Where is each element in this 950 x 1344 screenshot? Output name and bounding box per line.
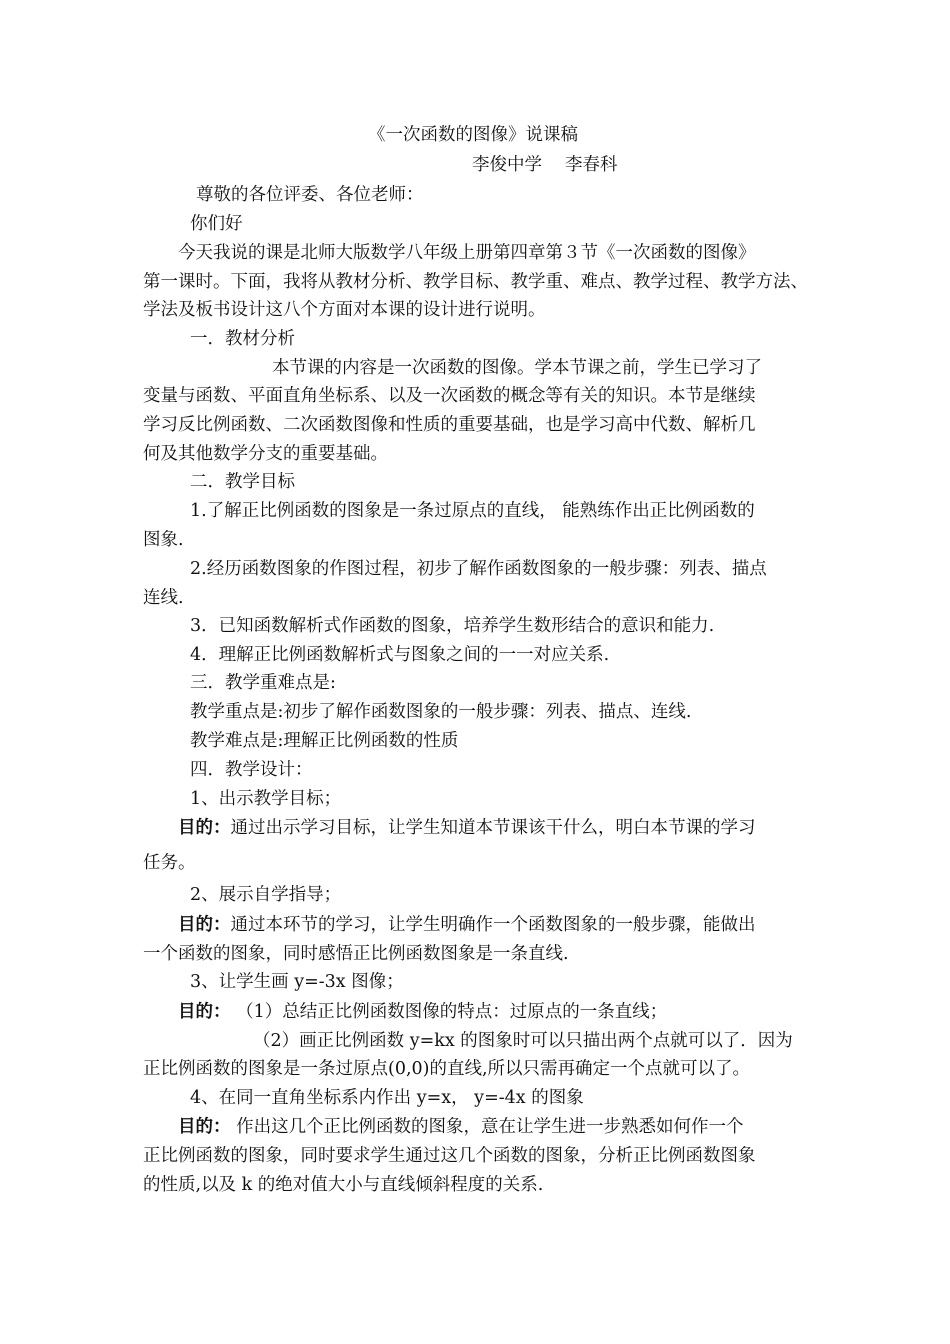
- step-3: 3、让学生画 y=-3x 图像；: [190, 972, 404, 992]
- step-4: 4、在同一直角坐标系内作出 y=x， y=-4x 的图象: [190, 1088, 584, 1108]
- objective-4: 4．理解正比例函数解析式与图象之间的一一对应关系.: [190, 645, 610, 665]
- section-1-line-2: 变量与函数、平面直角坐标系、以及一次函数的概念等有关的知识。本节是继续: [143, 386, 756, 406]
- section-1-line-4: 何及其他数学分支的重要基础。: [143, 444, 388, 464]
- intro-line-3: 学法及板书设计这八个方面对本课的设计进行说明。: [143, 300, 546, 320]
- purpose-label: 目的：: [178, 818, 231, 838]
- step-2: 2、展示自学指导；: [190, 885, 342, 905]
- purpose-label: 目的：: [178, 1117, 231, 1137]
- purpose-label: 目的：: [178, 915, 231, 935]
- section-4-heading: 四．教学设计：: [190, 760, 313, 780]
- doc-author: 李俊中学 李春科: [472, 155, 618, 175]
- purpose-text: 作出这几个正比例函数的图象，意在让学生进一步熟悉如何作一个: [230, 1117, 744, 1137]
- step-1-purpose: [178, 814, 843, 842]
- hello: 你们好: [190, 214, 243, 234]
- section-2-heading: 二．教学目标: [190, 472, 295, 492]
- objective-3: 3．已知函数解析式作函数的图象，培养学生数形结合的意识和能力.: [190, 616, 715, 636]
- purpose-text: 通过出示学习目标，让学生知道本节课该干什么，明白本节课的学习: [230, 818, 756, 838]
- greeting: 尊敬的各位评委、各位老师：: [196, 185, 424, 205]
- intro-line-1: 今天我说的课是北师大版数学八年级上册第四章第３节《一次函数的图像》: [178, 243, 756, 263]
- key-point: 教学重点是:初步了解作函数图象的一般步骤：列表、描点、连线.: [190, 702, 692, 722]
- purpose-text: 通过本环节的学习，让学生明确作一个函数图象的一般步骤，能做出: [230, 915, 756, 935]
- section-1-heading: 一．教材分析: [190, 329, 295, 349]
- section-1-line-1: 本节课的内容是一次函数的图像。学本节课之前，学生已学习了: [272, 358, 762, 378]
- step-1-purpose-cont: 任务。: [143, 853, 196, 873]
- purpose-text: （1）总结正比例函数图像的特点：过原点的一条直线；: [230, 1002, 668, 1022]
- step-3-purpose-3: 正比例函数的图象是一条过原点(0,0)的直线,所以只需再确定一个点就可以了。: [143, 1059, 751, 1079]
- step-3-purpose-2: （2）画正比例函数 y=kx 的图象时可以只描出两个点就可以了．因为: [253, 1031, 793, 1051]
- step-4-purpose-2: 正比例函数的图象，同时要求学生通过这几个函数的图象，分析正比例函数图象: [143, 1146, 756, 1166]
- objective-2-cont: 连线.: [143, 588, 184, 608]
- step-4-purpose-3: 的性质,以及 k 的绝对值大小与直线倾斜程度的关系.: [143, 1175, 544, 1195]
- step-1: 1、出示教学目标；: [190, 789, 342, 809]
- objective-1: 1.了解正比例函数的图象是一条过原点的直线， 能熟练作出正比例函数的: [190, 501, 755, 521]
- step-2-purpose-cont: 一个函数的图象，同时感悟正比例函数图象是一条直线.: [143, 944, 569, 964]
- objective-2: 2.经历函数图象的作图过程，初步了解作函数图象的一般步骤：列表、描点: [190, 559, 767, 579]
- step-2-purpose: [178, 911, 843, 939]
- step-3-purpose: [178, 998, 843, 1026]
- section-3-heading: 三．教学重难点是:: [190, 673, 336, 693]
- step-4-purpose: [178, 1113, 843, 1141]
- objective-1-cont: 图象.: [143, 530, 184, 550]
- intro-line-2: 第一课时。下面，我将从教材分析、教学目标、教学重、难点、教学过程、教学方法、: [143, 272, 808, 292]
- purpose-label: 目的：: [178, 1002, 231, 1022]
- section-1-line-3: 学习反比例函数、二次函数图像和性质的重要基础，也是学习高中代数、解析几: [143, 415, 756, 435]
- doc-title: 《一次函数的图像》说课稿: [368, 125, 578, 145]
- difficult-point: 教学难点是:理解正比例函数的性质: [190, 731, 459, 751]
